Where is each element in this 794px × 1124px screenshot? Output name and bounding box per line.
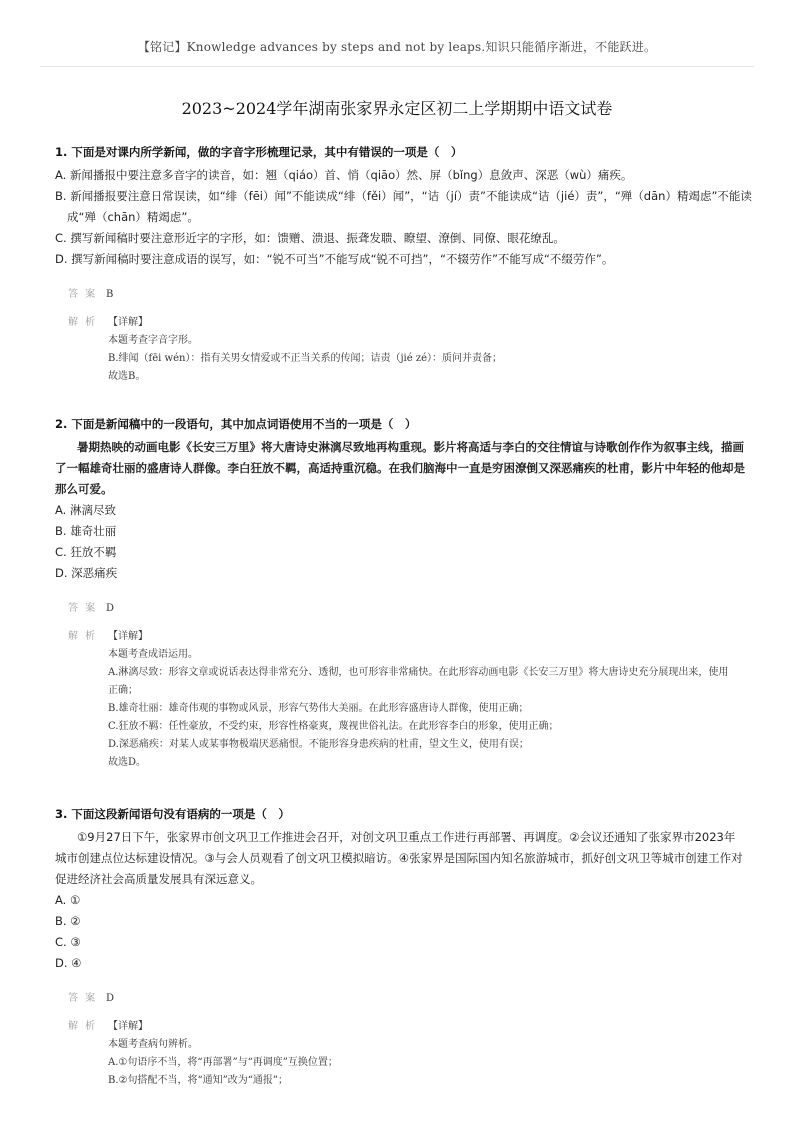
analysis-line: C.狂放不羁：任性豪放，不受约束，形容性格豪爽，蔑视世俗礼法。在此形容李白的形象，使用正确；	[108, 721, 559, 732]
analysis-line: A.淋漓尽致：形容文章或说话表达得非常充分、透彻，也可形容非常痛快。在此形容动画电影《长安三万里》将大唐诗史充分展现出来，使用正确；	[108, 667, 729, 696]
option-d: D. 深恶痛疾	[55, 566, 118, 580]
analysis-line: 本题考查病句辨析。	[108, 1039, 198, 1050]
analysis-label: 解 析	[68, 1021, 98, 1032]
answer-section	[68, 600, 738, 772]
answer-label: 答 案	[68, 603, 98, 614]
analysis-line: 本题考查字音字形。	[108, 335, 198, 346]
answer-label: 答 案	[68, 289, 98, 300]
analysis-line: B.绯闻（fēi wén）：指有关男女情爱或不正当关系的传闻；诘责（jié zé）：质问并责备；	[108, 353, 503, 364]
question-stem: 3. 下面这段新闻语句没有语病的一项是（ ）	[55, 807, 290, 821]
analysis-header: 【详解】	[108, 317, 148, 328]
analysis-body	[106, 1018, 738, 1090]
analysis-line: B.雄奇壮丽：雄奇伟观的事物或风景，形容气势伟大美丽。在此形容盛唐诗人群像，使用正确；	[108, 703, 529, 714]
option-d: D. 撰写新闻稿时要注意成语的误写，如：“锐不可当”不能写成“锐不可挡”，“不辍劳作”不能写成“不缀劳作”。	[55, 252, 614, 266]
answer-value: D	[106, 603, 115, 614]
analysis-line: 故选D。	[108, 757, 147, 768]
question-1	[0, 144, 794, 386]
question-stem: 1. 下面是对课内所学新闻，做的字音字形梳理记录，其中有错误的一项是（ ）	[55, 145, 463, 159]
answer-value: D	[106, 993, 115, 1004]
question-passage: 暑期热映的动画电影《长安三万里》将大唐诗史淋漓尽致地再构重现。影片将高适与李白的交往情谊与诗歌创作作为叙事主线，描画了一幅雄奇壮丽的盛唐诗人群像。李白狂放不羁，高适持重沉稳。在我们脑海中一直是穷困潦倒又深恶痛疾的杜甫，影片中年轻的他却是那么可爱。	[55, 440, 745, 496]
header-motto: 【铭记】Knowledge advances by steps and not by leaps.知识只能循序渐进，不能跃进。	[137, 40, 657, 54]
answer-label: 答 案	[68, 993, 98, 1004]
analysis-header: 【详解】	[108, 631, 148, 642]
analysis-label: 解 析	[68, 317, 98, 328]
analysis-body	[106, 314, 738, 386]
option-a: A. 淋漓尽致	[55, 503, 116, 517]
option-a: A. ①	[55, 893, 81, 907]
analysis-line: D.深恶痛疾：对某人或某事物极端厌恶痛恨。不能形容身患疾病的杜甫，望文生义，使用有误；	[108, 739, 529, 750]
analysis-line: B.②句搭配不当，将“通知”改为“通报”；	[108, 1075, 288, 1086]
analysis-line: 本题考查成语运用。	[108, 649, 198, 660]
question-2	[0, 416, 794, 772]
option-a: A. 新闻播报中要注意多音字的读音，如：翘（qiáo）首、悄（qiāo）然、屏（bǐng）息敛声、深恶（wù）痛疾。	[55, 168, 633, 182]
question-stem: 2. 下面是新闻稿中的一段语句，其中加点词语使用不当的一项是（ ）	[55, 417, 417, 431]
header-divider	[40, 66, 754, 67]
page-title: 2023~2024学年湖南张家界永定区初二上学期期中语文试卷	[181, 99, 613, 118]
option-b: B. ②	[55, 914, 81, 928]
analysis-line: 故选B。	[108, 371, 146, 382]
option-c: C. ③	[55, 935, 81, 949]
question-3	[0, 806, 794, 1090]
answer-section	[68, 286, 738, 386]
analysis-line: A.①句语序不当，将“再部署”与“再调度”互换位置；	[108, 1057, 338, 1068]
analysis-label: 解 析	[68, 631, 98, 642]
question-passage: ①9月27日下午，张家界市创文巩卫工作推进会召开，对创文巩卫重点工作进行再部署、再调度。②会议还通知了张家界市2023年城市创建点位达标建设情况。③与会人员观看了创文巩卫模拟暗访。④张家界是国际国内知名旅游城市，抓好创文巩卫等城市创建工作对促进经济社会高质量发展具有深远意义。	[55, 830, 743, 886]
option-c: C. 撰写新闻稿时要注意形近字的字形，如：馈赠、溃退、振聋发聩、瞭望、潦倒、同僚、眼花缭乱。	[55, 231, 565, 245]
analysis-header: 【详解】	[108, 1021, 148, 1032]
option-d: D. ④	[55, 956, 82, 970]
option-b: B. 新闻播报要注意日常误读，如“绯（fēi）闻”不能读成“绯（fěi）闻”，“诘（jí）责”不能读成“诘（jié）责”，“殚（dān）精竭虑”不能读成“殚（chān）精竭虑”。	[55, 189, 752, 224]
answer-value: B	[106, 289, 114, 300]
answer-section	[68, 990, 738, 1090]
analysis-body	[106, 628, 738, 772]
option-c: C. 狂放不羁	[55, 545, 117, 559]
option-b: B. 雄奇壮丽	[55, 524, 117, 538]
